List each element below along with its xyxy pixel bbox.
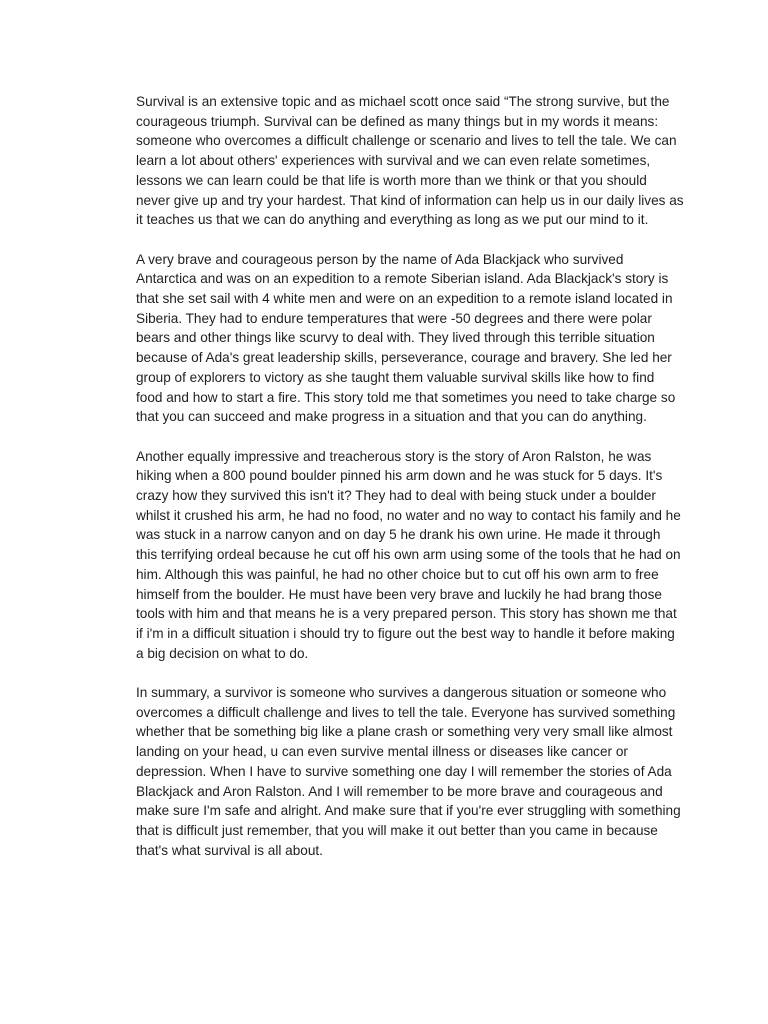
paragraph-aron-ralston: Another equally impressive and treacherous story is the story of Aron Ralston, he was hiking when a 800 pound boulder pinned his arm down and he was stuck for 5 days. It's crazy how they survived this isn't it? They had to deal with being stuck under a boulder whilst it crushed his arm, he had no food, no water and no way to contact his family and he was stuck in a narrow canyon and on day 5 he drank his own urine. He made it through this terrifying ordeal because he cut off his own arm using some of the tools that he had on him. Although this was painful, he had no other choice but to cut off his own arm to free himself from the boulder. He must have been very brave and luckily he had brang those tools with him and that means he is a very prepared person. This story has shown me that if i'm in a difficult situation i should try to figure out the best way to handle it before making a big decision on what to do. xyxy=(136,448,681,661)
paragraph-summary: In summary, a survivor is someone who survives a dangerous situation or someone who overcomes a difficult challenge and lives to tell the tale. Everyone has survived something whether that be something big like a plane crash or something very very small like almost landing on your head, u can even survive mental illness or diseases like cancer or depression. When I have to survive something one day I will remember the stories of Ada Blackjack and Aron Ralston. And I will remember to be more brave and courageous and make sure I'm safe and alright. And make sure that if you're ever struggling with something that is difficult just remember, that you will make it out better than you came in because that's what survival is all about. xyxy=(136,685,681,858)
paragraph-ada-blackjack: A very brave and courageous person by the name of Ada Blackjack who survived Antarctica and was on an expedition to a remote Siberian island. Ada Blackjack's story is that she set sail with 4 white men and were on an expedition to a remote island located in Siberia. They had to endure temperatures that were -50 degrees and there were polar bears and other things like scurvy to deal with. They lived through this terrible situation because of Ada's great leadership skills, perseverance, courage and bravery. She led her group of explorers to victory as she taught them valuable survival skills like how to find food and how to start a fire. This story told me that sometimes you need to take charge so that you can succeed and make progress in a situation and that you can do anything. xyxy=(136,251,676,425)
paragraph-intro: Survival is an extensive topic and as michael scott once said “The strong survive, but the courageous triumph. Survival can be defined as many things but in my words it means: someone who overcomes a difficult challenge or scenario and lives to tell the tale. We can learn a lot about others' experiences with survival and we can even relate sometimes, lessons we can learn could be that life is worth more than we think or that you should never give up and try your hardest. That kind of information can help us in our daily lives as it teaches us that we can do anything and everything as long as we put our mind to it. xyxy=(136,94,684,228)
essay-body xyxy=(136,92,684,880)
